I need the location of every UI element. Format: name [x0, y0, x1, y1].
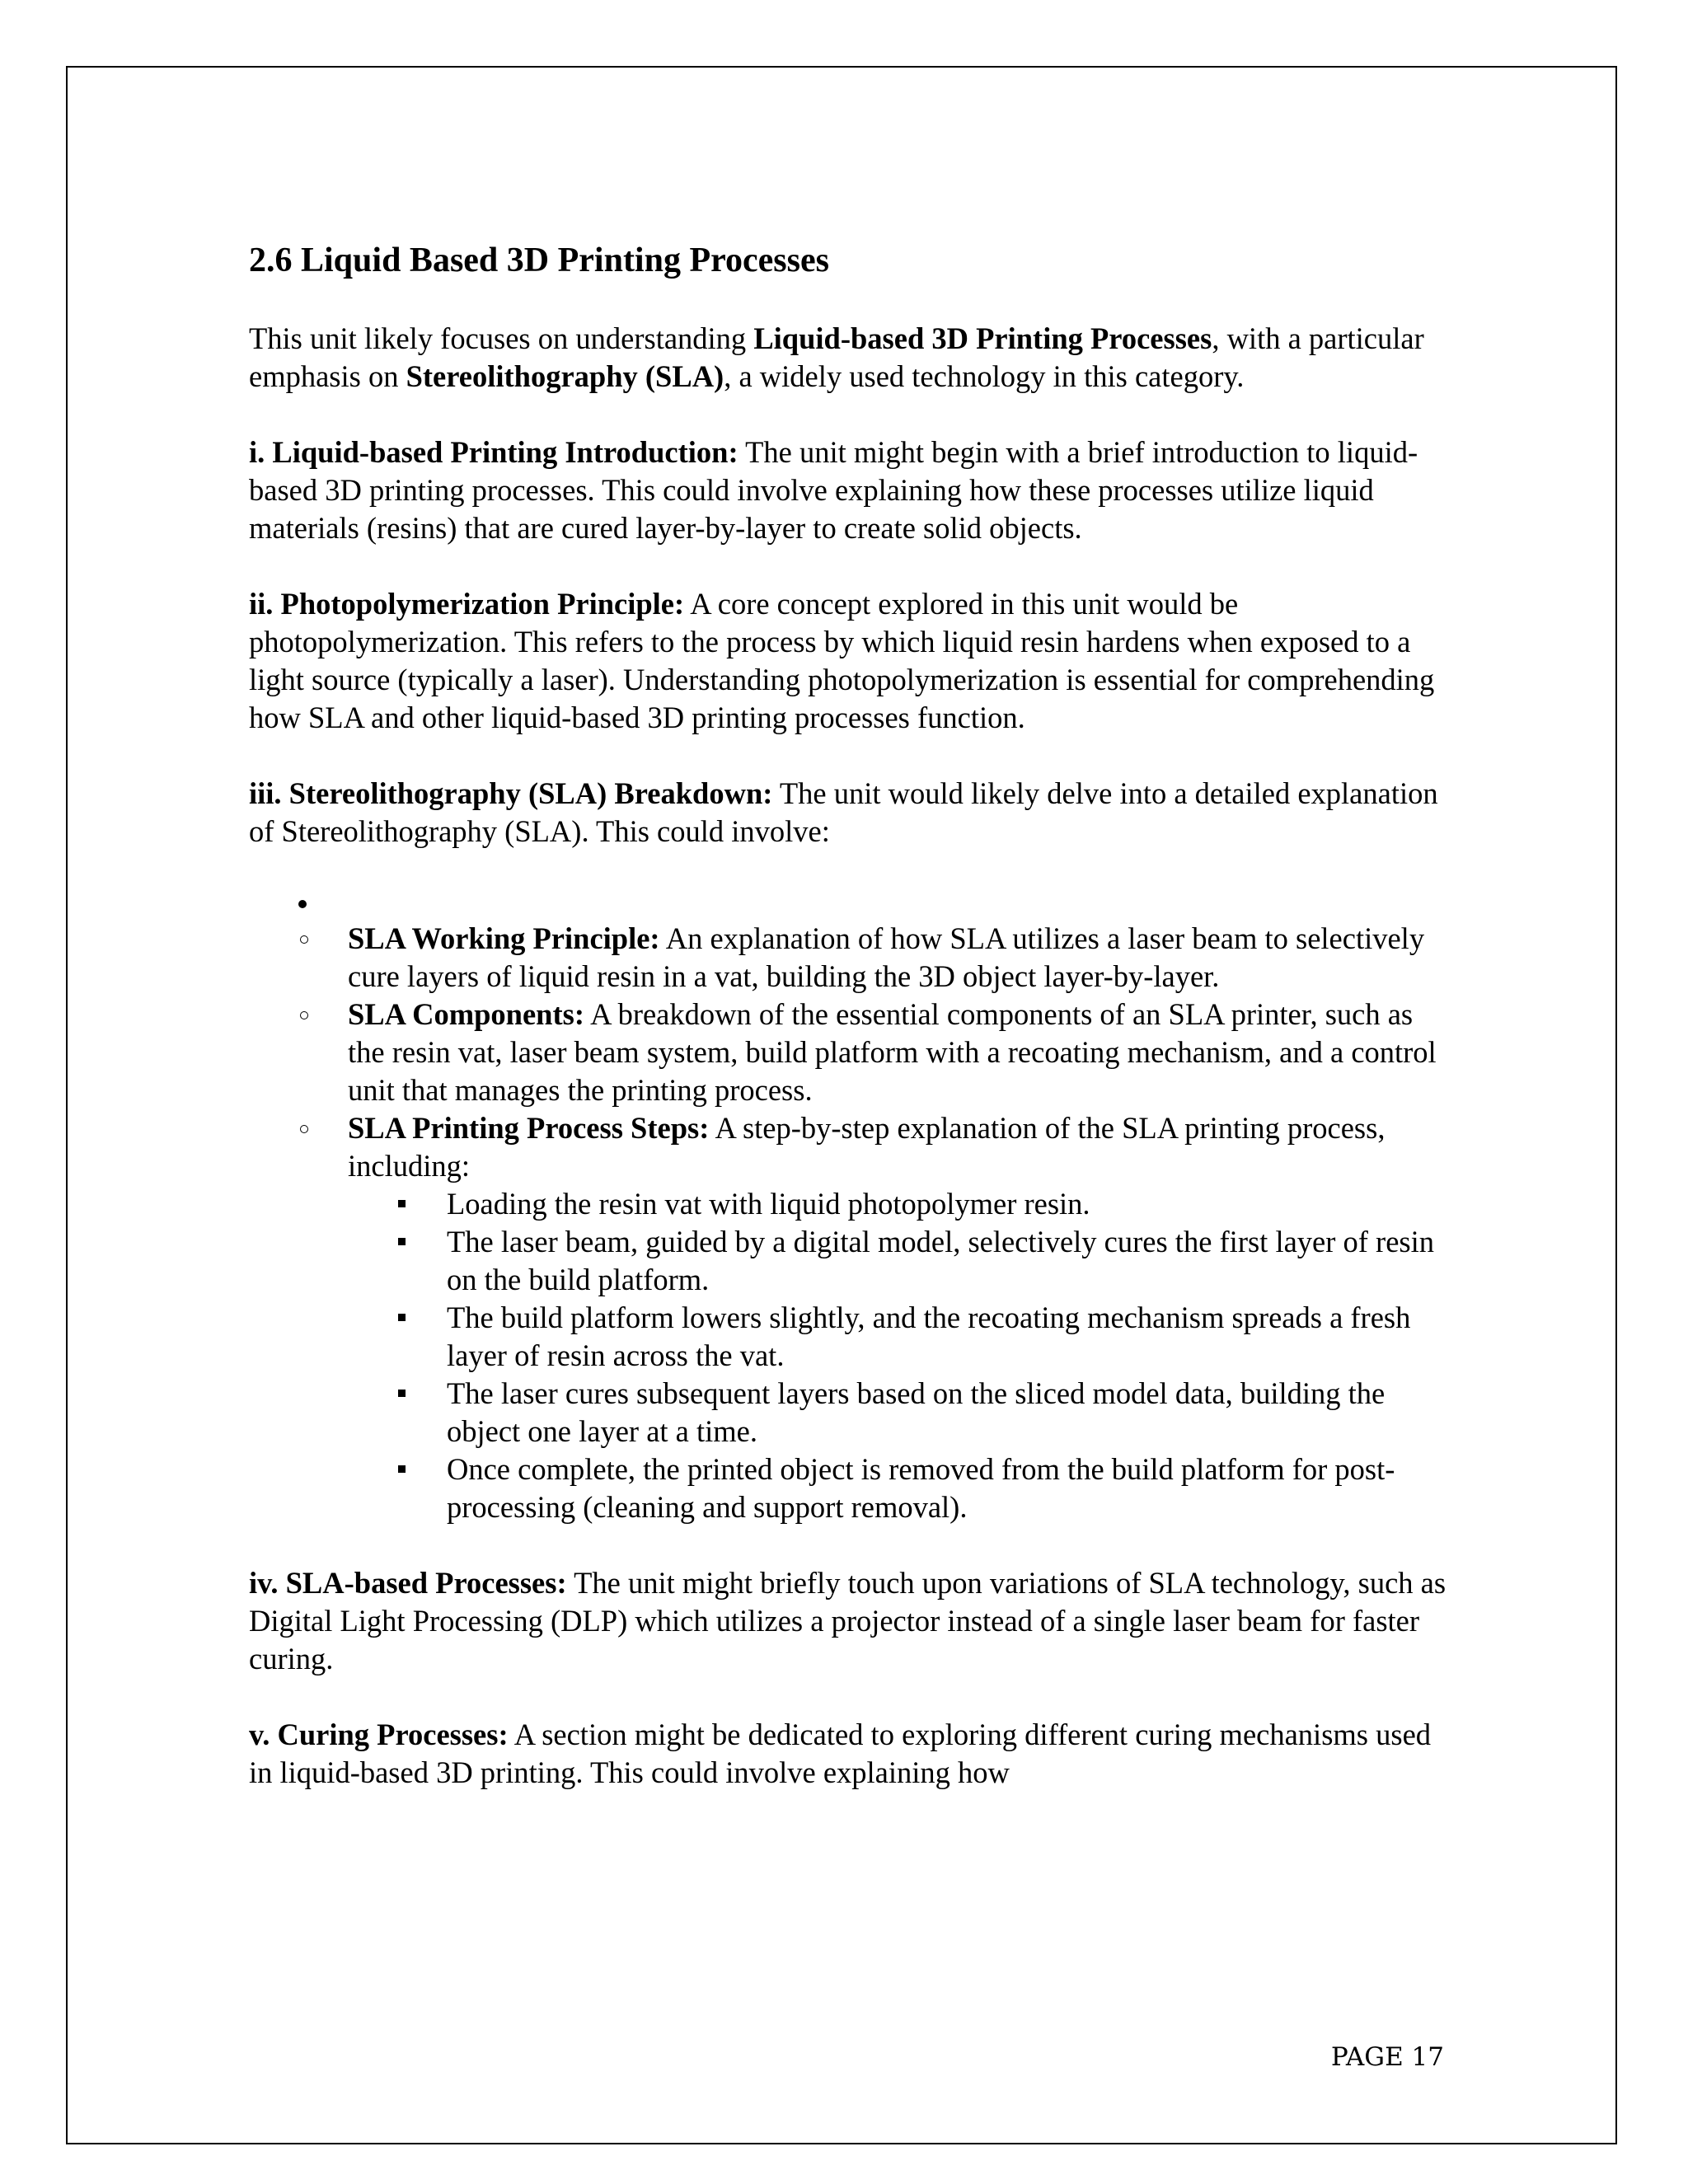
steps-list	[348, 1185, 1452, 1526]
intro-text-2: , with a particular emphasis on	[249, 321, 1424, 393]
square-bullet-icon	[398, 1465, 406, 1473]
square-bullet-icon	[398, 1314, 406, 1321]
sla-list	[249, 882, 1452, 1526]
intro-text-1: This unit likely focuses on understanding	[249, 321, 754, 355]
section-iii-text: The unit would likely delve into a detailed explanation of Stereolithography (SLA). This could involve:	[249, 776, 1438, 848]
section-v-text: A section might be dedicated to exploring different curing mechanisms used in liquid-based 3D printing. This could involve explaining how	[249, 1718, 1432, 1789]
section-ii-label: ii. Photopolymerization Principle:	[249, 587, 685, 621]
section-i-label: i. Liquid-based Printing Introduction:	[249, 435, 738, 469]
section-ii-text: A core concept explored in this unit would be photopolymerization. This refers to the process by which liquid resin hardens when exposed to a light source (typically a laser). Understanding photopolymerization is essential for comprehending how SLA and other liquid-based 3D printing processes function.	[249, 587, 1435, 734]
intro-bold-2: Stereolithography (SLA)	[406, 359, 724, 393]
section-ii-paragraph	[249, 585, 1452, 737]
page-number: PAGE 17	[1330, 2042, 1444, 2072]
step-text: Once complete, the printed object is removed from the build platform for post-processing (cleaning and support removal).	[447, 1452, 1395, 1524]
section-iv-paragraph	[249, 1564, 1452, 1678]
list-item	[348, 920, 1452, 996]
empty-bullet-item	[249, 882, 1452, 920]
section-i-paragraph	[249, 434, 1452, 547]
section-i-text: The unit might begin with a brief introduction to liquid-based 3D printing processes. This could involve explaining how these processes utilize liquid materials (resins) that are cured layer-by-layer to create solid objects.	[249, 435, 1418, 545]
step-text: The build platform lowers slightly, and the recoating mechanism spreads a fresh layer of resin across the vat.	[447, 1301, 1411, 1372]
step-item	[447, 1223, 1452, 1299]
list-item	[348, 1109, 1452, 1526]
section-iv-text: The unit might briefly touch upon variations of SLA technology, such as Digital Light Processing (DLP) which utilizes a projector instead of a single laser beam for faster curing.	[249, 1566, 1447, 1675]
section-iii-paragraph	[249, 775, 1452, 851]
square-bullet-icon	[398, 1390, 406, 1397]
list-item-text: A breakdown of the essential components of an SLA printer, such as the resin vat, laser beam system, build platform with a recoating mechanism, and a control unit that manages the printing process.	[348, 997, 1437, 1107]
section-v-paragraph	[249, 1716, 1452, 1792]
list-item-label: SLA Working Principle:	[348, 921, 660, 955]
intro-paragraph	[249, 320, 1452, 396]
step-item	[447, 1185, 1452, 1223]
section-v-label: v. Curing Processes:	[249, 1718, 509, 1751]
step-text: Loading the resin vat with liquid photopolymer resin.	[447, 1187, 1090, 1221]
list-item	[348, 996, 1452, 1109]
circle-bullet-icon	[300, 1011, 308, 1019]
list-item-label: SLA Printing Process Steps:	[348, 1111, 710, 1145]
step-text: The laser cures subsequent layers based on the sliced model data, building the object one layer at a time.	[447, 1376, 1386, 1448]
list-item-text: An explanation of how SLA utilizes a laser beam to selectively cure layers of liquid resin in a vat, building the 3D object layer-by-layer.	[348, 921, 1425, 993]
sla-sublist	[249, 920, 1452, 1526]
section-iv-label: iv. SLA-based Processes:	[249, 1566, 567, 1600]
square-bullet-icon	[398, 1238, 406, 1245]
intro-text-3: , a widely used technology in this category.	[724, 359, 1245, 393]
list-item-label: SLA Components:	[348, 997, 584, 1031]
list-item-text: A step-by-step explanation of the SLA printing process, including:	[348, 1111, 1386, 1183]
circle-bullet-icon	[300, 1125, 308, 1133]
step-text: The laser beam, guided by a digital model, selectively cures the first layer of resin on the build platform.	[447, 1225, 1434, 1296]
section-heading: 2.6 Liquid Based 3D Printing Processes	[249, 241, 829, 279]
document-body	[249, 239, 1452, 1830]
step-item	[447, 1299, 1452, 1375]
intro-bold-1: Liquid-based 3D Printing Processes	[753, 321, 1212, 355]
square-bullet-icon	[398, 1200, 406, 1207]
step-item	[447, 1451, 1452, 1526]
bullet-icon	[298, 900, 307, 908]
section-iii-label: iii. Stereolithography (SLA) Breakdown:	[249, 776, 773, 810]
step-item	[447, 1375, 1452, 1451]
circle-bullet-icon	[300, 935, 308, 944]
